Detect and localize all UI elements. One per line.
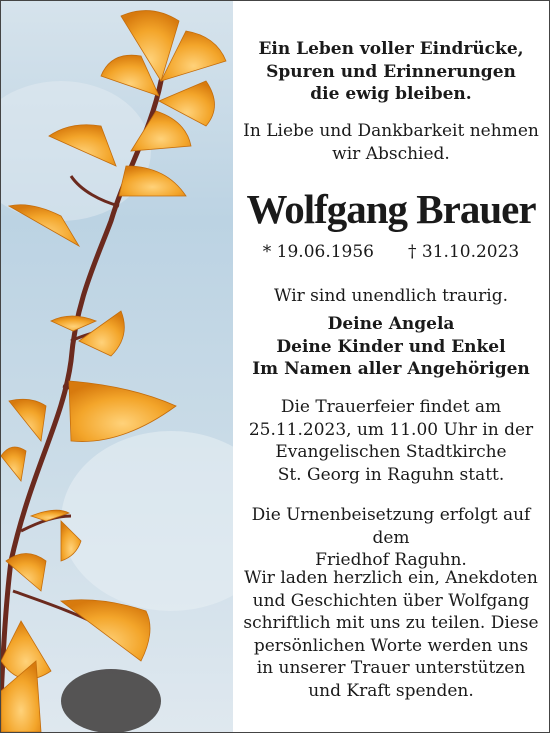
farewell-line-1: In Liebe und Dankbarkeit nehmen [243, 121, 539, 141]
invitation-line-3: schriftlich mit uns zu teilen. Diese [243, 613, 539, 633]
intro-line-2: Spuren und Erinnerungen [266, 61, 516, 82]
farewell-text [233, 120, 549, 165]
invitation-line-6: und Kraft spenden. [308, 680, 474, 701]
burial-line-1: Die Urnenbeisetzung erfolgt auf dem [251, 505, 531, 548]
ceremony-line-4: St. Georg in Raguhn statt. [277, 464, 505, 485]
invitation-line-1: Wir laden herzlich ein, Anekdoten [244, 568, 538, 588]
life-dates [233, 241, 549, 264]
ceremony-line-2: 25.11.2023, um 11.00 Uhr in der [248, 419, 534, 440]
deceased-name: Wolfgang Brauer [246, 186, 536, 232]
death-date: † 31.10.2023 [408, 242, 520, 262]
burial-info [233, 504, 549, 572]
ginkgo-branch-illustration [1, 1, 233, 732]
mourners-list [233, 313, 549, 381]
invitation-line-4: persönlichen Worte werden uns [253, 635, 529, 656]
mourner-1: Deine Angela [327, 314, 455, 334]
ceremony-info [233, 396, 549, 486]
mourner-3: Im Namen aller Angehörigen [252, 359, 530, 379]
farewell-line-2: wir Abschied. [332, 143, 450, 164]
intro-line-1: Ein Leben voller Eindrücke, [258, 39, 524, 59]
grief-line: Wir sind unendlich traurig. [274, 286, 508, 306]
invitation-text [233, 567, 549, 702]
birth-date: * 19.06.1956 [262, 242, 374, 262]
invitation-line-2: und Geschichten über Wolfgang [252, 590, 530, 611]
invitation-line-5: in unserer Trauer unterstützen [256, 658, 526, 678]
burial-line-2: Friedhof Raguhn. [315, 550, 467, 570]
ceremony-line-1: Die Trauerfeier findet am [280, 397, 502, 417]
intro-verse [233, 38, 549, 106]
ginkgo-branch-photo [1, 1, 233, 732]
mourner-2: Deine Kinder und Enkel [276, 336, 506, 357]
ceremony-line-3: Evangelischen Stadtkirche [275, 442, 507, 462]
obituary-text-column [233, 1, 549, 732]
intro-line-3: die ewig bleiben. [310, 84, 472, 104]
